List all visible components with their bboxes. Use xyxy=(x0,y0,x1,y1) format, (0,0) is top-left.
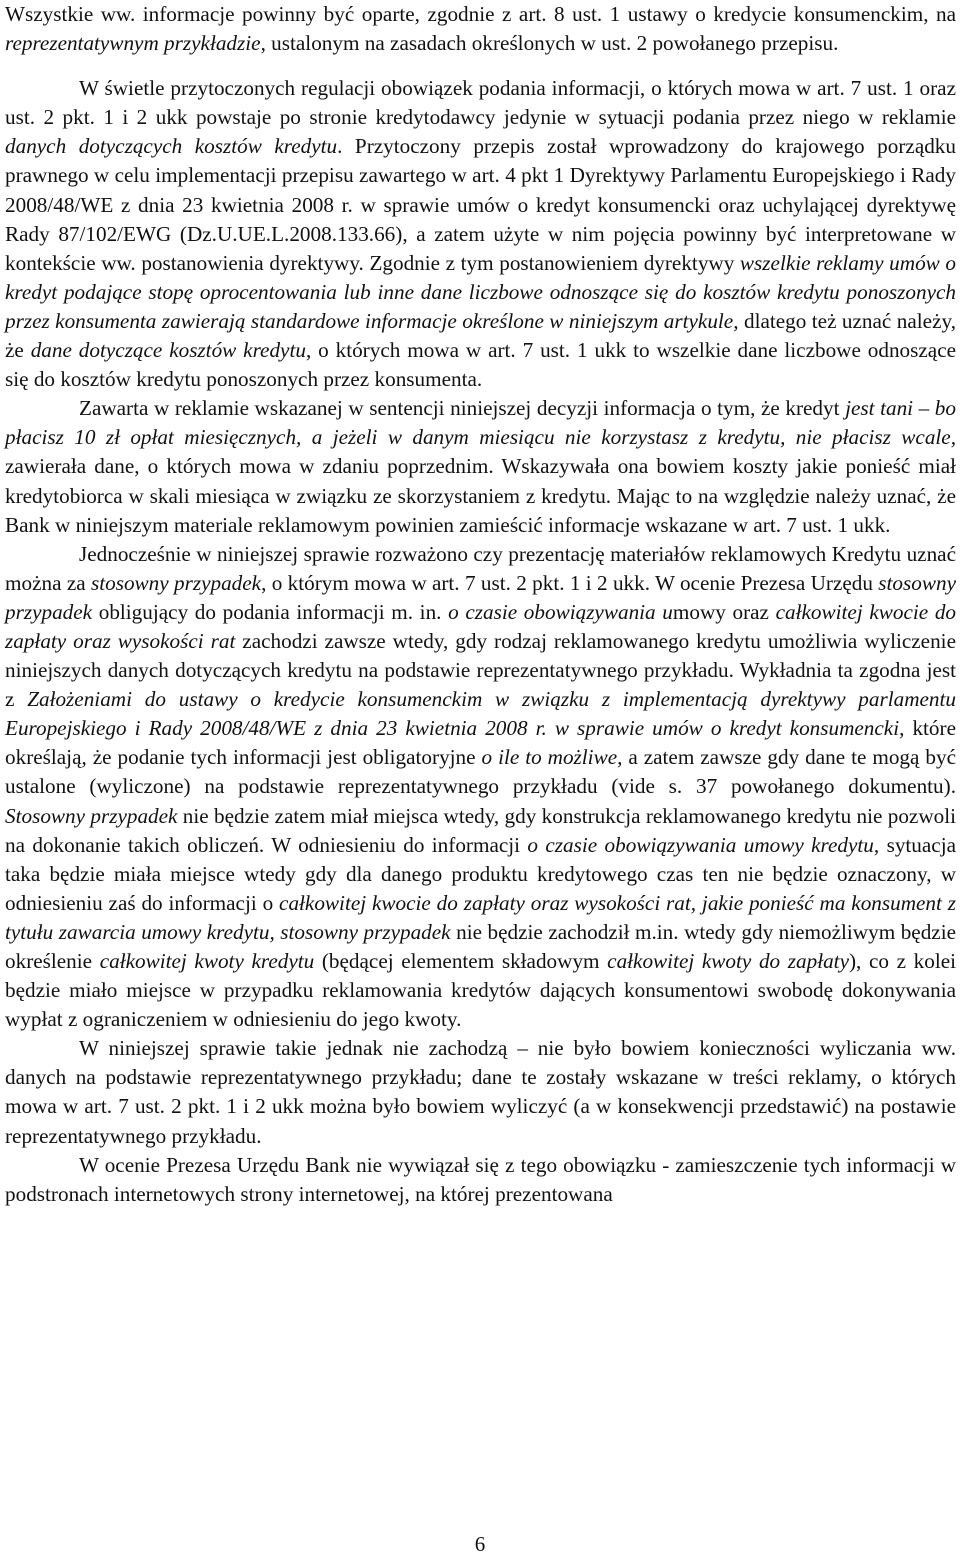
italic-span: danych dotyczących kosztów kredytu xyxy=(5,134,338,159)
paragraph-4: Jednocześnie w niniejszej sprawie rozważono czy prezentację materiałów reklamowych Kredytu uznać można za stosowny przypadek, o którym mowa w art. 7 ust. 2 pkt. 1 i 2 ukk. W ocenie Prezesa Urzędu stosowny przypadek obligujący do podania informacji m. in. o czasie obowiązywania umowy oraz całkowitej kwocie do zapłaty oraz wysokości rat zachodzi zawsze wtedy, gdy rodzaj reklamowanego kredytu umożliwia wyliczenie niniejszych danych dotyczących kredytu na podstawie reprezentatywnego przykładu. Wykładnia ta zgodna jest z Założeniami do ustawy o kredycie konsumenckim w związku z implementacją dyrektywy parlamentu Europejskiego i Rady 2008/48/WE z dnia 23 kwietnia 2008 r. w sprawie umów o kredyt konsumencki, które określają, że podanie tych informacji jest obligatoryjne o ile to możliwe, a zatem zawsze gdy dane te mogą być ustalone (wyliczone) na podstawie reprezentatywnego przykładu (vide s. 37 powołanego dokumentu). Stosowny przypadek nie będzie zatem miał miejsca wtedy, gdy konstrukcja reklamowanego kredytu nie pozwoli na dokonanie takich obliczeń. W odniesieniu do informacji o czasie obowiązywania umowy kredytu, sytuacja taka będzie miała miejsce wtedy gdy dla danego produktu kredytowego czas ten nie będzie oznaczony, w odniesieniu zaś do informacji o całkowitej kwocie do zapłaty oraz wysokości rat, jakie ponieść ma konsument z tytułu zawarcia umowy kredytu, stosowny przypadek nie będzie zachodził m.in. wtedy gdy niemożliwym będzie określenie całkowitej kwoty kredytu (będącej elementem składowym całkowitej kwoty do zapłaty), co z kolei będzie miało miejsce w przypadku reklamowania kredytów dających konsumentowi swobodę dokonywania wypłat z ograniczeniem w odniesieniu do jego kwoty. xyxy=(5,541,957,1032)
paragraph-5: W niniejszej sprawie takie jednak nie zachodzą – nie było bowiem konieczności wyliczania ww. danych na podstawie reprezentatywnego przykładu; dane te zostały wskazane w treści reklamy, o których mowa w art. 7 ust. 2 pkt. 1 i 2 ukk można było bowiem wyliczyć (a w konsekwencji przedstawić) na postawie reprezentatywnego przykładu. xyxy=(5,1036,956,1148)
italic-span: stosowny przypadek xyxy=(90,570,262,595)
paragraph-2: W świetle przytoczonych regulacji obowiązek podania informacji, o których mowa w art. 7 ust. 1 oraz ust. 2 pkt. 1 i 2 ukk powstaje po stronie kredytodawcy jedynie w sytuacji podania przez niego w reklamie danych dotyczących kosztów kredytu. Przytoczony przepis został wprowadzony do krajowego porządku prawnego w celu implementacji przepisu zawartego w art. 4 pkt 1 Dyrektywy Parlamentu Europejskiego i Rady 2008/48/WE z dnia 23 kwietnia 2008 r. w sprawie umów o kredyt konsumencki oraz uchylającej dyrektywę Rady 87/102/EWG (Dz.U.UE.L.2008.133.66), a zatem użyte w nim pojęcia powinny być interpretowane w kontekście ww. postanowienia dyrektywy. Zgodnie z tym postanowieniem dyrektywy wszelkie reklamy umów o kredyt podające stopę oprocentowania lub inne dane liczbowe odnoszące się do kosztów kredytu ponoszonych przez konsumenta zawierają standardowe informacje określone w niniejszym artykule, dlatego też uznać należy, że dane dotyczące kosztów kredytu, o których mowa w art. 7 ust. 1 ukk to wszelkie dane liczbowe odnoszące się do kosztów kredytu ponoszonych przez konsumenta. xyxy=(5,76,957,392)
italic-span: całkowitej kwoty do zapłaty xyxy=(607,949,849,973)
italic-span: całkowitej kwocie do zapłaty oraz wysokości rat xyxy=(5,599,957,653)
italic-span: Stosowny przypadek xyxy=(5,803,178,828)
italic-span: Założeniami do ustawy o kredycie konsumenckim w związku z implementacją dyrektywy parlamentu Europejskiego i Rady 2008/48/WE z dnia 23 kwietnia 2008 r. w sprawie umów o kredyt konsumencki xyxy=(5,687,956,741)
paragraph-3: Zawarta w reklamie wskazanej w sentencji niniejszej decyzji informacja o tym, że kredyt jest tani – bo płacisz 10 zł opłat miesięcznych, a jeżeli w danym miesiącu nie korzystasz z kredytu, nie płacisz wcale, zawierała dane, o których mowa w zdaniu poprzednim. Wskazywała ona bowiem koszty jakie ponieść miał kredytobiorca w skali miesiąca w związku ze skorzystaniem z kredytu. Mając to na względzie należy uznać, że Bank w niniejszym materiale reklamowym powinien zamieścić informacje wskazane w art. 7 ust. 1 ukk. xyxy=(5,396,956,537)
document-page xyxy=(5,0,956,1209)
page-number: 6 xyxy=(474,1532,486,1556)
italic-span: o czasie obowiązywania umowy kredytu, xyxy=(527,832,880,857)
italic-span: wszelkie reklamy umów o kredyt podające stopę oprocentowania lub inne dane liczbowe odnoszące się do kosztów kredytu ponoszonych przez konsumenta zawierają standardowe informacje określone w niniejszym artykule, xyxy=(5,250,956,333)
paragraph-1: Wszystkie ww. informacje powinny być oparte, zgodnie z art. 8 ust. 1 ustawy o kredycie konsumenckim, na reprezentatywnym przykładzie, ustalonym na zasadach określonych w ust. 2 powołanego przepisu. xyxy=(5,2,956,56)
italic-span: stosowny przypadek xyxy=(5,570,956,624)
paragraph-6: W ocenie Prezesa Urzędu Bank nie wywiązał się z tego obowiązku - zamieszczenie tych informacji w podstronach internetowych strony internetowej, na której prezentowana xyxy=(5,1152,956,1206)
italic-span: całkowitej kwocie do zapłaty oraz wysokości rat, jakie ponieść ma konsument z tytułu zawarcia umowy kredytu, stosowny przypadek xyxy=(5,890,957,944)
italic-span: o czasie obowiązywania u xyxy=(448,599,673,624)
italic-span: jest tani – bo płacisz 10 zł opłat miesięcznych, a jeżeli w danym miesiącu nie korzystasz z kredytu, nie płacisz wcale, xyxy=(5,396,956,450)
italic-span: o ile to możliwe, xyxy=(481,745,623,770)
italic-span: całkowitej kwoty kredytu xyxy=(99,949,315,973)
italic-span: reprezentatywnym przykładzie xyxy=(5,31,261,56)
italic-span: dane dotyczące kosztów kredytu xyxy=(30,338,306,363)
